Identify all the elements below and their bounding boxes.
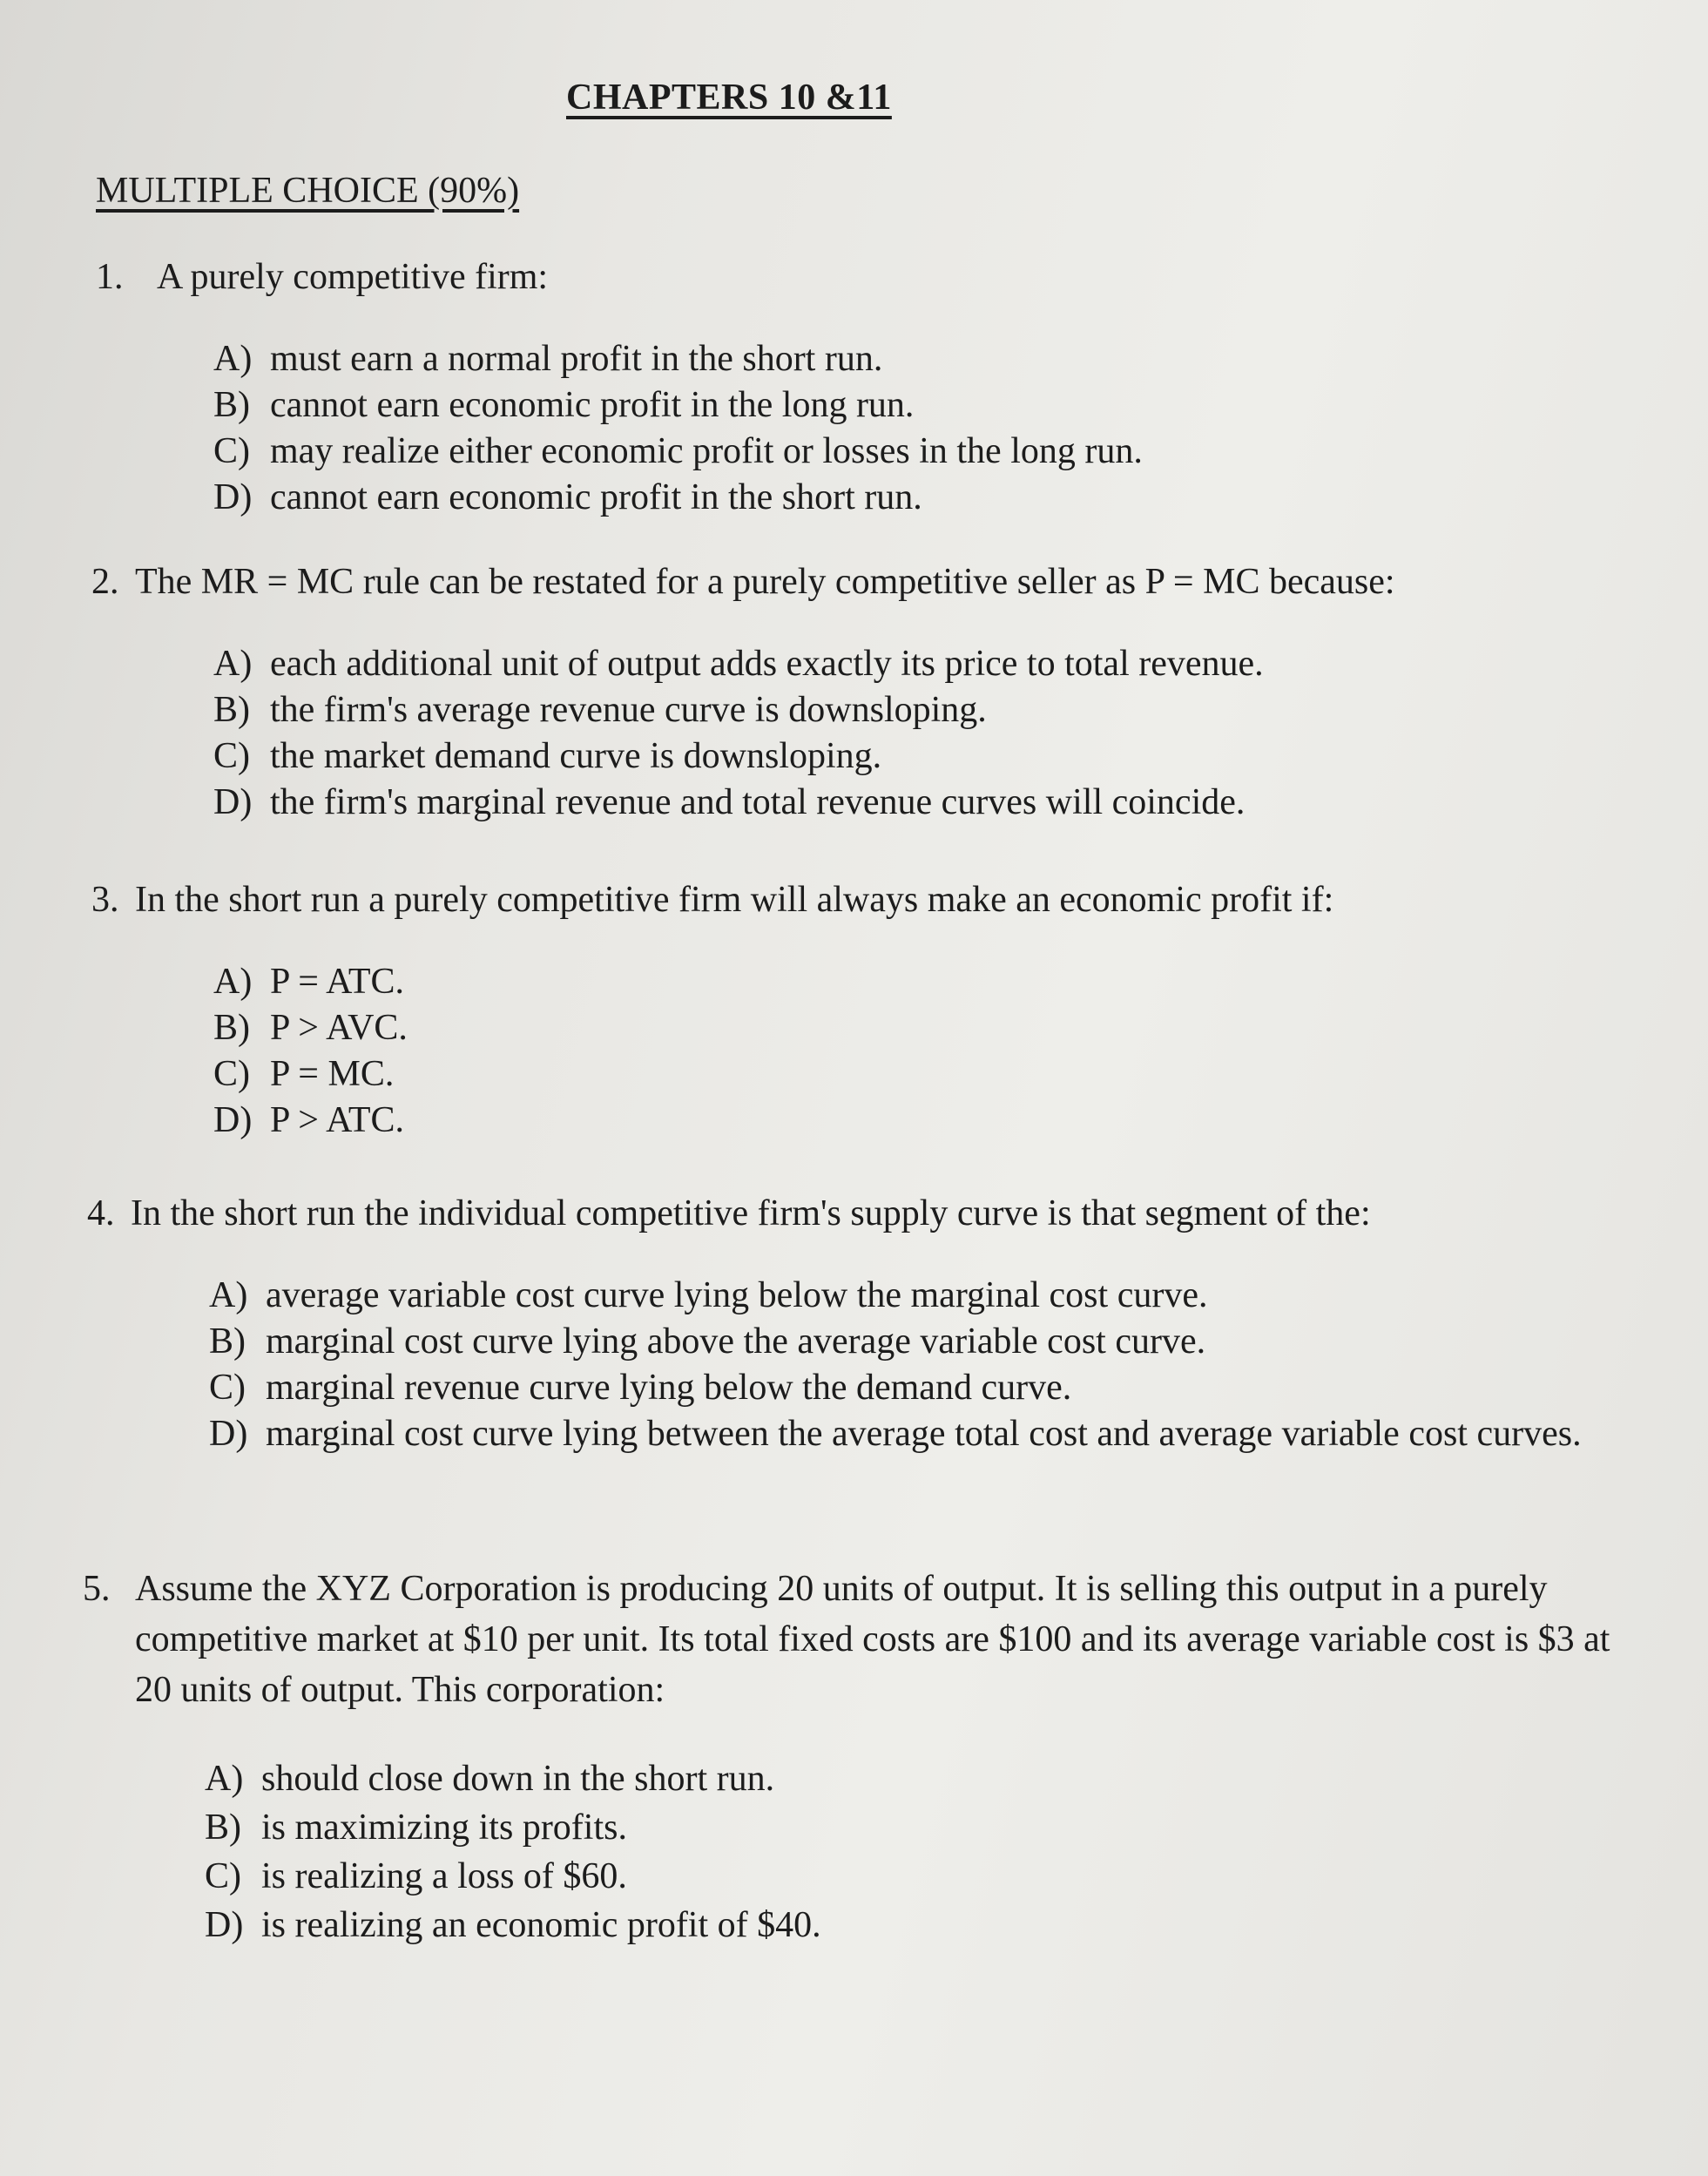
question-stem: In the short run the individual competitive firm's supply curve is that segment of the:	[131, 1193, 1371, 1233]
option-a: A) each additional unit of output adds exactly its price to total revenue.	[213, 644, 1264, 684]
option-b: B) is maximizing its profits.	[205, 1808, 627, 1848]
option-b: B) the firm's average revenue curve is downsloping.	[213, 690, 987, 730]
question-1	[96, 253, 1620, 521]
option-c: C) is realizing a loss of $60.	[205, 1856, 627, 1896]
question-3	[91, 875, 1624, 1144]
question-2	[91, 558, 1624, 826]
option-d: D) is realizing an economic profit of $40.	[205, 1905, 821, 1945]
option-c: C) may realize either economic profit or losses in the long run.	[213, 431, 1143, 471]
option-a: A) P = ATC.	[213, 962, 405, 1002]
question-stem: Assume the XYZ Corporation is producing 20 units of output. It is selling this output in a purely competitive market at $10 per unit. Its total fixed costs are $100 and its average variable cost is $3 at 20 units of output. This corporation:	[135, 1569, 1610, 1710]
section-heading: MULTIPLE CHOICE (90%)	[96, 171, 520, 211]
option-d: D) cannot earn economic profit in the short run.	[213, 477, 922, 517]
question-stem: The MR = MC rule can be restated for a purely competitive seller as P = MC because:	[135, 562, 1395, 602]
option-d: D) P > ATC.	[213, 1100, 405, 1140]
option-c: C) P = MC.	[213, 1054, 395, 1094]
option-a: A) should close down in the short run.	[205, 1759, 775, 1799]
option-b: B) marginal cost curve lying above the average variable cost curve.	[209, 1321, 1206, 1362]
option-d: D) the firm's marginal revenue and total revenue curves will coincide.	[213, 782, 1246, 822]
question-number: 1.	[96, 257, 124, 297]
question-number: 5.	[83, 1569, 111, 1609]
option-d: D) marginal cost curve lying between the average total cost and average variable cost curves.	[209, 1414, 1582, 1454]
question-number: 2.	[91, 562, 119, 602]
option-b: B) P > AVC.	[213, 1008, 408, 1048]
option-b: B) cannot earn economic profit in the long run.	[213, 385, 915, 425]
option-a: A) must earn a normal profit in the short run.	[213, 339, 883, 379]
question-5	[83, 1564, 1624, 1950]
question-stem: In the short run a purely competitive firm will always make an economic profit if:	[135, 880, 1334, 920]
question-4	[87, 1189, 1624, 1457]
option-a: A) average variable cost curve lying below the marginal cost curve.	[209, 1275, 1208, 1315]
question-stem: A purely competitive firm:	[157, 257, 549, 297]
question-number: 4.	[87, 1193, 115, 1233]
question-number: 3.	[91, 880, 119, 920]
option-c: C) marginal revenue curve lying below the demand curve.	[209, 1368, 1072, 1408]
option-c: C) the market demand curve is downsloping.	[213, 736, 882, 776]
page-title: CHAPTERS 10 &11	[566, 78, 892, 118]
